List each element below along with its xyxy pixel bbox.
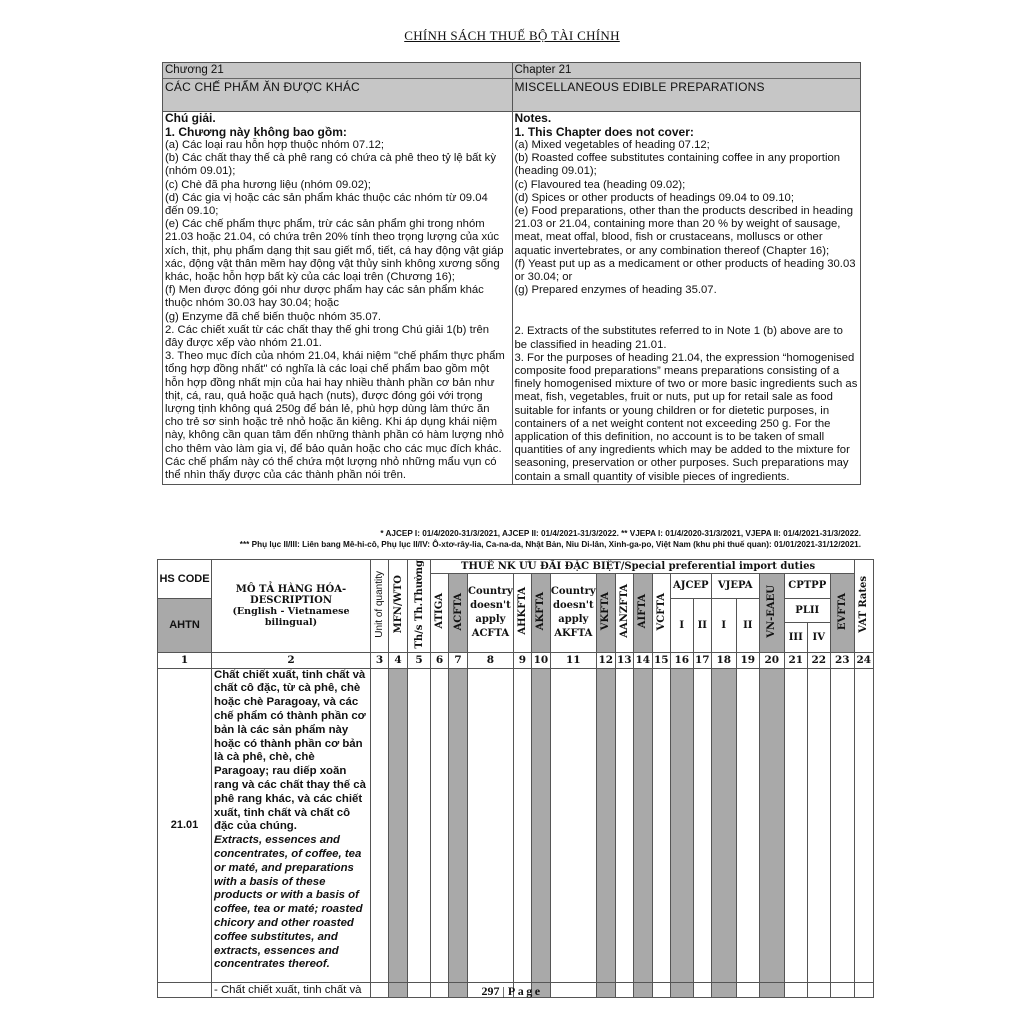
mfn-header-text: MFN/WTO [392, 575, 404, 634]
normal-rate-header-text: Th/s Th.Thường [413, 560, 425, 649]
note-2-en: 2. Extracts of the substitutes referred to in Note 1 (b) above are to be classified in heading 21.01. [514, 325, 843, 351]
akfta-header-text: AKFTA [535, 592, 547, 631]
aifta-header [633, 574, 652, 653]
rate-cell [531, 668, 550, 982]
col-num: 18 [711, 652, 736, 668]
col-num: 20 [759, 652, 784, 668]
note1-heading-en: 1. This Chapter does not cover: [514, 124, 694, 139]
col-num: 8 [468, 652, 514, 668]
cptpp-3-header: III [784, 622, 807, 652]
note-3-vi: 3. Theo mục đích của nhóm 21.04, khái niệm "chế phẩm thực phẩm tổng hợp đồng nhất" có nghĩa là các loại chế phẩm bao gồm một hỗn hợp đồng nhất mịn của hai hay nhiều thành phần cơ bản như thịt, cá, rau, quả hoặc quả hạch (nuts), được đóng gói với trọng lượng tịnh không quá 250g để bán lẻ, phù hợp dùng làm thức ăn cho trẻ sơ sinh hoặc trẻ nhỏ hoặc ăn kiêng. Khi áp dụng khái niệm này, không cần quan tâm đến những thành phần có hàm lượng nhỏ cho thêm vào làm gia vị, để bảo quản hoặc cho các mục đích khác. Các chế phẩm này có thể chứa một lượng nhỏ những mẩu vụn có thể nhìn thấy được của các thành phần nói trên. [165, 350, 505, 482]
mfn-header [389, 560, 408, 653]
note-item: (e) Các chế phẩm thực phẩm, trừ các sản phẩm ghi trong nhóm 21.03 hoặc 21.04, có chứa trên 20% tính theo trọng lượng của xúc xích, thịt, phụ phẩm dạng thịt sau giết mổ, tiết, cá hay động vật giáp xác, động vật thân mềm hay động vật thủy sinh không xương sống khác, hoặc hỗn hợp bất kỳ của các loại trên (Chương 16); [165, 218, 504, 284]
col-num: 21 [784, 652, 807, 668]
chapter-label-en: Chapter 21 [512, 63, 861, 79]
footnote-2: *** Phụ lục II/III: Liên bang Mê-hi-cô, Phụ lục II/IV: Ô-xtơ-rây-lia, Ca-na-da, Nhật Bản, Niu Di-lân, Xinh-ga-po, Việt Nam (khu phi thuế quan): 01/01/2021-31/12/2021. [239, 540, 861, 549]
cptpp-4-header: IV [807, 622, 830, 652]
special-preferential-header: THUẾ NK ƯU ĐÃI ĐẶC BIỆT/Special preferential import duties [431, 560, 855, 574]
ajcep-2-header: II [693, 598, 711, 652]
no-acfta-header: Country doesn't apply ACFTA [468, 574, 514, 653]
col-num: 5 [408, 652, 431, 668]
rate-cell [468, 668, 514, 982]
col-num: 24 [854, 652, 873, 668]
rate-cell [807, 668, 830, 982]
hs-code-cell: 21.01 [158, 668, 212, 982]
spacer [515, 297, 859, 325]
rate-cell [784, 668, 807, 982]
chapter-notes-table [162, 62, 861, 485]
description-header [212, 560, 371, 653]
vjepa-header: VJEPA [711, 574, 759, 599]
col-num: 2 [212, 652, 371, 668]
vjepa-2-header: II [736, 598, 759, 652]
col-num: 19 [736, 652, 759, 668]
description-cell: - Chất chiết xuất, tinh chất và [212, 982, 371, 997]
col-num: 22 [807, 652, 830, 668]
page-number-separator: | [502, 984, 505, 998]
atiga-header-text: ATIGA [434, 593, 445, 630]
rate-cell [693, 668, 711, 982]
col-num: 7 [449, 652, 468, 668]
note-item: (a) Mixed vegetables of heading 07.12; [514, 139, 710, 151]
atiga-header [431, 574, 449, 653]
page-number-value: 297 [481, 984, 500, 998]
page-header-text: CHÍNH SÁCH THUẾ BỘ TÀI CHÍNH [404, 28, 620, 43]
rate-cell [550, 668, 596, 982]
footnote-1: * AJCEP I: 01/4/2020-31/3/2021, AJCEP II: 01/4/2021-31/3/2022. ** VJEPA I: 01/4/2020-31/3/2021, VJEPA II: 01/4/2021-31/3/2022. [380, 529, 861, 538]
plii-header: PLII [784, 598, 830, 622]
note-item: (c) Flavoured tea (heading 09.02); [514, 178, 686, 191]
rate-cell [854, 668, 873, 982]
col-num: 13 [616, 654, 632, 667]
note-item: (e) Food preparations, other than the products described in heading 21.03 or 21.04, containing more than 20 % by weight of sausage, meat, meat offal, blood, fish or crustaceans, molluscs or other aquatic invertebrates, or any combination thereof (Chapter 16); [514, 205, 853, 257]
chapter-title-en: MISCELLANEOUS EDIBLE PREPARATIONS [512, 79, 861, 111]
rate-cell [389, 668, 408, 982]
vcfta-header-text: VCFTA [655, 592, 667, 631]
description-en: Extracts, essences and concentrates, of coffee, tea or maté, and preparations with a basis of these products or with a basis of coffee, tea or maté; roasted chicory and other roasted coffee substitutes, and extracts, essences and concentrates thereof. [214, 834, 363, 971]
note-item: (f) Men được đóng gói như dược phẩm hay các sản phẩm khác thuộc nhóm 30.03 hay 30.04; hoặc [165, 284, 484, 310]
footnotes [240, 528, 861, 550]
col-num: 10 [531, 652, 550, 668]
ajcep-1-header: I [670, 598, 693, 652]
rate-cell [431, 668, 449, 982]
col-num: 3 [371, 652, 389, 668]
rate-cell [711, 668, 736, 982]
evfta-header [830, 574, 854, 653]
col-num: 11 [550, 652, 596, 668]
table-row [158, 668, 874, 982]
normal-rate-header [408, 560, 431, 653]
note-item: (c) Chè đã pha hương liệu (nhóm 09.02); [165, 178, 371, 191]
note-3-en: 3. For the purposes of heading 21.04, the expression “homogenised composite food preparations” means preparations consisting of a finely homogenised mixture of two or more basic ingredients such as meat, fish, vegetables, fruit or nuts, put up for retail sale as food suitable for infants or young children or for dietetic purposes, in containers of a net weight content not exceeding 250 g. For the application of this definition, no account is to be taken of small quantities of any ingredients which may be added to the mixture for seasoning, preservation or other purposes. Such preparations may contain a small quantity of visible pieces of ingredients. [514, 351, 858, 483]
notes-vi [163, 112, 512, 484]
col-num: 4 [389, 652, 408, 668]
chapter-label-vi: Chương 21 [163, 63, 512, 79]
aanzfta-header [615, 574, 633, 653]
unit-header [371, 560, 389, 653]
description-header-sub: (English - Vietnamese bilingual) [232, 605, 350, 628]
rate-cell [652, 668, 670, 982]
description-header-title: MÔ TẢ HÀNG HÓA-DESCRIPTION [235, 583, 347, 606]
note-item: (a) Các loại rau hỗn hợp thuộc nhóm 07.12; [165, 139, 385, 151]
ahkfta-header-text: AHKFTA [516, 587, 528, 636]
col-num: 9 [513, 652, 531, 668]
no-akfta-header: Country doesn't apply AKFTA [550, 574, 596, 653]
notes-heading-en: Notes. [514, 111, 552, 125]
rate-cell [408, 668, 431, 982]
hs-code-header: HS CODE [158, 560, 212, 599]
vat-header [854, 560, 873, 653]
note-2-vi: 2. Các chiết xuất từ các chất thay thế ghi trong Chú giải 1(b) trên đây được xếp vào nhóm 21.01. [165, 323, 490, 350]
aanzfta-header-text: AANZFTA [618, 584, 630, 639]
rate-cell [596, 668, 615, 982]
col-num: 1 [158, 652, 212, 668]
rate-cell [830, 668, 854, 982]
cptpp-header: CPTPP [784, 574, 830, 599]
aifta-header-text: AIFTA [637, 594, 649, 629]
vkfta-header-text: VKFTA [600, 592, 612, 631]
vkfta-header [596, 574, 615, 653]
rate-cell [513, 668, 531, 982]
note-item: (d) Spices or other products of headings 09.04 to 09.10; [514, 191, 794, 204]
rate-cell [633, 668, 652, 982]
note-item: (b) Các chất thay thế cà phê rang có chứa cà phê theo tỷ lệ bất kỳ (nhóm 09.01); [165, 152, 496, 178]
page-number-label: Page [507, 984, 543, 998]
rate-cell [449, 668, 468, 982]
acfta-header [449, 574, 468, 653]
vat-header-text: VAT Rates [858, 575, 870, 633]
description-cell [212, 668, 371, 982]
acfta-header-text: ACFTA [452, 592, 464, 631]
vn-eaeu-header [759, 574, 784, 653]
note-item: (f) Yeast put up as a medicament or other products of heading 30.03 or 30.04; or [514, 257, 856, 284]
col-num: 17 [694, 654, 710, 667]
rate-cell [736, 668, 759, 982]
ajcep-header: AJCEP [670, 574, 711, 599]
akfta-header [531, 574, 550, 653]
tariff-table [157, 559, 874, 998]
col-num: 14 [633, 652, 652, 668]
rate-cell [371, 668, 389, 982]
col-num: 15 [653, 654, 669, 667]
note1-heading-vi: 1. Chương này không bao gồm: [165, 124, 347, 139]
ahkfta-header [513, 574, 531, 653]
ahtn-header: AHTN [158, 598, 212, 652]
note-item: (g) Prepared enzymes of heading 35.07. [514, 284, 717, 297]
note-item: (g) Enzyme đã chế biến thuộc nhóm 35.07. [165, 310, 382, 323]
col-num: 12 [596, 652, 615, 668]
col-num: 6 [431, 652, 449, 668]
vcfta-header [652, 574, 670, 653]
rate-cell [759, 668, 784, 982]
description-vi: Chất chiết xuất, tinh chất và chất cô đặc, từ cà phê, chè hoặc chè Paragoay, và các chế phẩm có thành phần cơ bản là các sản phẩm này hoặc có thành phần cơ bản là cà phê, chè, chè Paragoay; rau diếp xoăn rang và các chất thay thế cà phê rang khác, và các chiết xuất, tinh chất và chất cô đặc của chúng. [214, 668, 366, 833]
chapter-title-vi: CÁC CHẾ PHẨM ĂN ĐƯỢC KHÁC [163, 79, 512, 111]
page-header [0, 28, 1024, 44]
vjepa-1-header: I [711, 598, 736, 652]
notes-heading-vi: Chú giải. [165, 111, 216, 125]
col-num: 23 [830, 652, 854, 668]
rate-cell [670, 668, 693, 982]
notes-en [512, 112, 861, 484]
rate-cell [615, 668, 633, 982]
note-item: (d) Các gia vị hoặc các sản phẩm khác thuộc các nhóm từ 09.04 đến 09.10; [165, 191, 488, 218]
page-number [0, 984, 1024, 999]
col-num: 16 [670, 652, 693, 668]
column-number-row [158, 652, 874, 668]
vn-eaeu-header-text: VN-EAEU [766, 584, 778, 638]
evfta-header-text: EVFTA [836, 592, 848, 630]
note-item: (b) Roasted coffee substitutes containing coffee in any proportion (heading 09.01); [514, 152, 841, 178]
unit-header-text: Unit of quantity [374, 570, 385, 638]
